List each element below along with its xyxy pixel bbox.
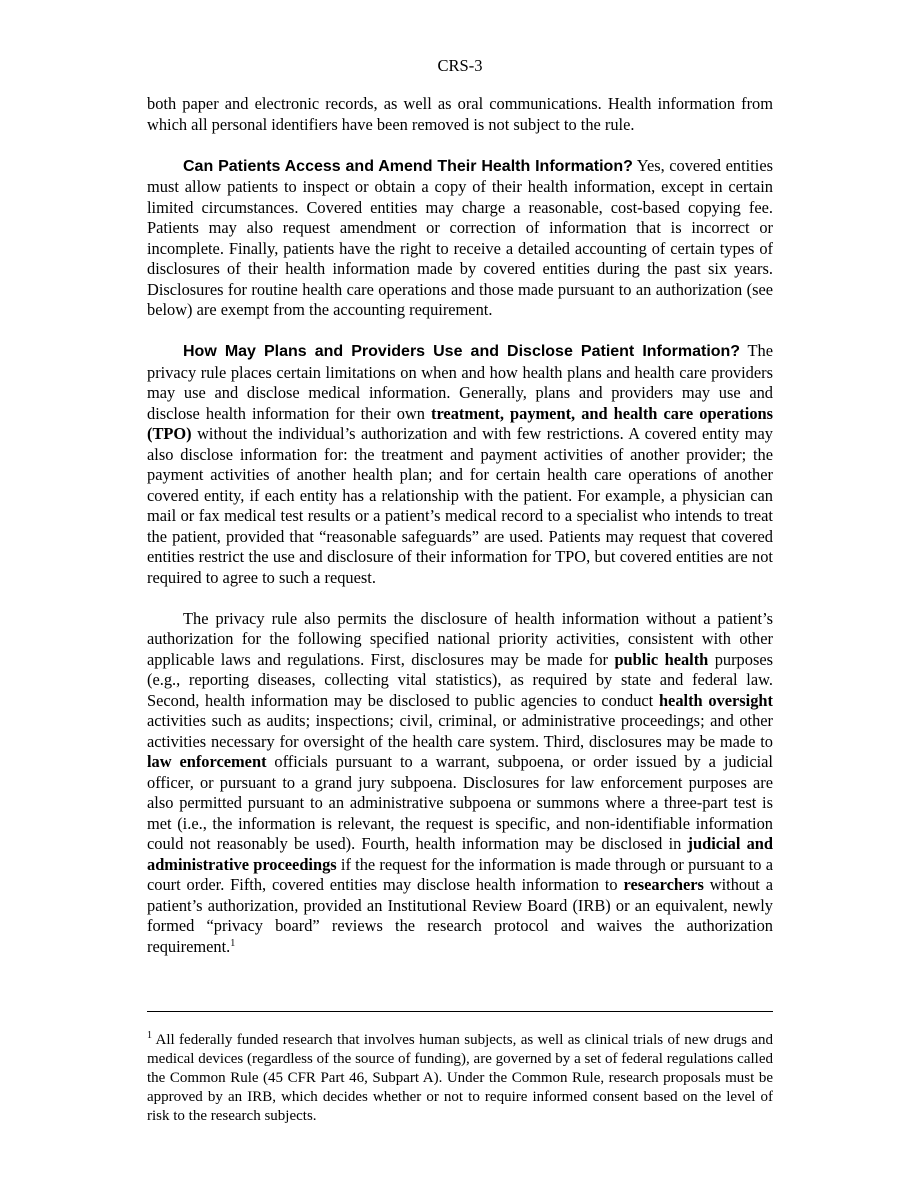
paragraph-text: Yes, covered entities must allow patients to inspect or obtain a copy of their health information, except in certain limited circumstances. Covered entities may charge a reasonable, cost-based copying fee. Patients may also request amendment or correction of information that is incorrect or incomplete. Finally, patients have the right to receive a detailed accounting of certain types of disclosures of their health information made by covered entities during the past six years. Disclosures for routine health care operations and those made pursuant to an authorization (see below) are exempt from the accounting requirement. <box>147 155 773 319</box>
footnote-marker: 1 <box>147 1030 152 1041</box>
paragraph-text: both paper and electronic records, as well as oral communications. Health information from which all personal identifiers have been removed is not subject to the rule. <box>147 94 773 134</box>
bold-term-judicial-proceedings: judicial and administrative proceedings <box>147 834 773 874</box>
footnote-text: All federally funded research that involves human subjects, as well as clinical trials of new drugs and medical devices (regardless of the source of funding), are governed by a set of federal regulations called the Common Rule (45 CFR Part 46, Subpart A). Under the Common Rule, research proposals must be approved by an IRB, which decides whether or not to require informed consent based on the level of risk to the research subjects. <box>147 1032 773 1124</box>
paragraph-text: if the request for the information is made through or pursuant to a court order. Fifth, covered entities may disclose health information to <box>147 854 773 894</box>
paragraph-text: without the individual’s authorization and with few restrictions. A covered entity may also disclose information for: the treatment and payment activities of another provider; the payment activities of another health plan; and for certain health care operations of another covered entity, if each entity has a relationship with the patient. For example, a physician can mail or fax medical test results or a patient’s medical record to a specialist who intends to treat the patient, provided that “reasonable safeguards” are used. Patients may request that covered entities restrict the use and disclosure of their information for TPO, but covered entities are not required to agree to such a request. <box>147 424 773 587</box>
paragraph-access-amend <box>147 156 773 321</box>
bold-term-researchers: researchers <box>623 875 704 894</box>
paragraph-text: The privacy rule places certain limitations on when and how health plans and health care providers may use and disclose medical information. Generally, plans and providers may use and disclose health information for their own <box>147 341 773 423</box>
bold-term-public-health: public health <box>614 649 709 669</box>
bold-term-health-oversight: health oversight <box>658 690 773 710</box>
body-text <box>147 94 773 978</box>
footnote-reference: 1 <box>230 937 236 949</box>
paragraph-use-disclose <box>147 341 773 588</box>
paragraph-text: without a patient’s authorization, provided an Institutional Review Board (IRB) or an equivalent, newly formed “privacy board” reviews the research protocol and waives the authorization requirement. <box>147 875 773 956</box>
paragraph-text: purposes (e.g., reporting diseases, collecting vital statistics), as required by state and federal law. Second, health information may be disclosed to public agencies to conduct <box>147 649 773 710</box>
section-heading-use-disclose: How May Plans and Providers Use and Disclose Patient Information? <box>183 343 741 360</box>
footnote-separator <box>147 1011 773 1012</box>
page-label: CRS-3 <box>437 56 483 75</box>
bold-term-law-enforcement: law enforcement <box>147 752 267 771</box>
paragraph-text: activities such as audits; inspections; civil, criminal, or administrative proceedings; and other activities necessary for oversight of the health care system. Third, disclosures may be made to <box>147 711 773 751</box>
footnote <box>147 1031 773 1126</box>
paragraph-text: officials pursuant to a warrant, subpoena, or order issued by a judicial officer, or pursuant to a grand jury subpoena. Disclosures for law enforcement purposes are also permitted pursuant to an administrative subpoena or summons where a three-part test is met (i.e., the information is relevant, the request is specific, and non-identifiable information could not reasonably be used). Fourth, health information may be disclosed in <box>147 752 773 853</box>
paragraph-records-scope <box>147 94 773 135</box>
section-heading-access-amend: Can Patients Access and Amend Their Health Information? <box>183 157 633 175</box>
paragraph-text: The privacy rule also permits the disclosure of health information without a patient’s authorization for the following specified national priority activities, consistent with other applicable laws and regulations. First, disclosures may be made for <box>147 608 773 669</box>
paragraph-priority-activities <box>147 609 773 958</box>
bold-term-tpo: treatment, payment, and health care operations (TPO) <box>147 403 774 443</box>
page-header <box>0 56 920 76</box>
